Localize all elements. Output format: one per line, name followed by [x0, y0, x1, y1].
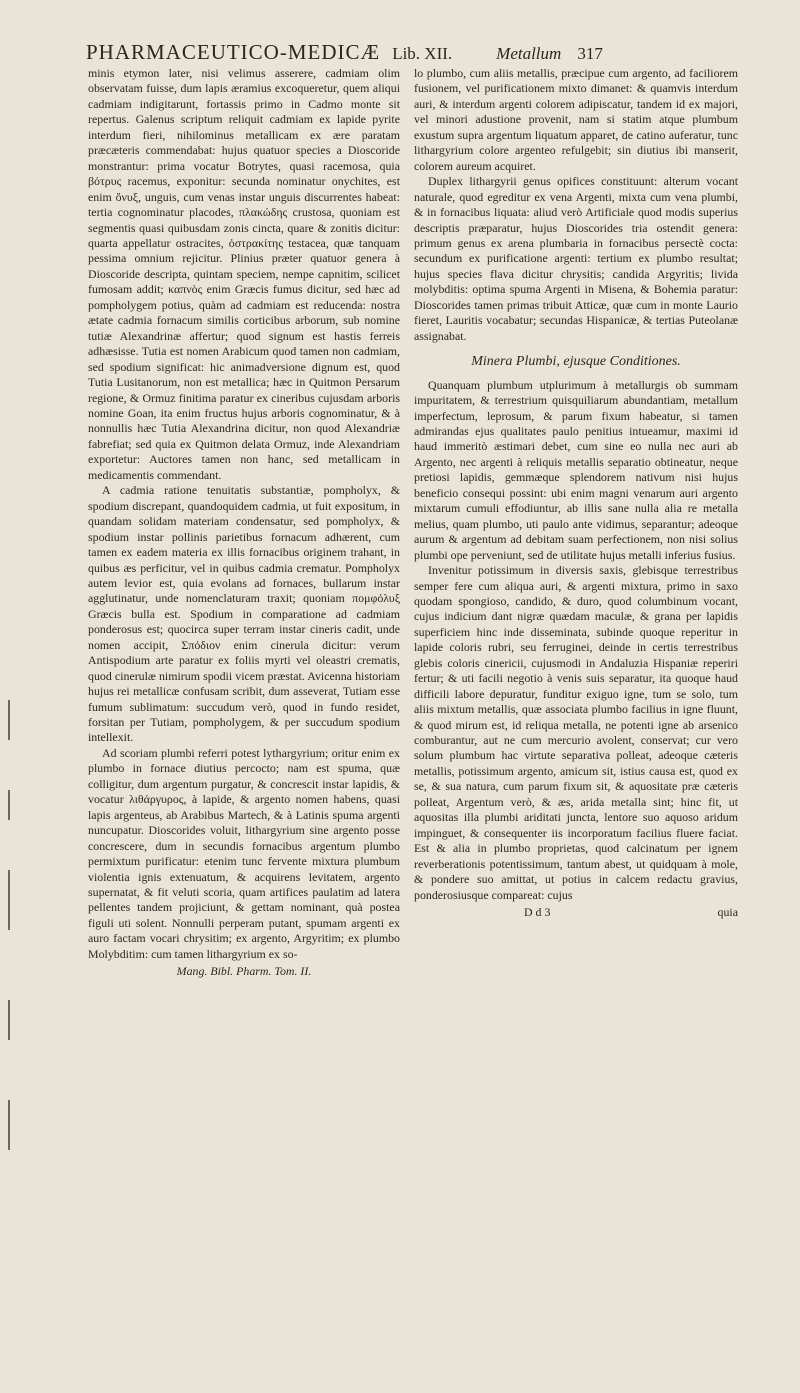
margin-ink-marks — [0, 700, 30, 1160]
left-column — [88, 66, 400, 980]
paragraph: Invenitur potissimum in diversis saxis, glebisque terrestribus semper fere cum aliqua auri, & argenti mixtura, primo in saxo quodam spongioso, candido, & duro, quod columbinum vocant, cujus indicium dant nigræ quædam maculæ, & grana per lapidis superficiem hinc inde disseminata, subinde quoque reperitur in lapide coloris rubri, seu ferruginei, deinde in certis terrestribus glebis coloris cinericii, cujusmodi in Andaluzia Hispaniæ reperiri fertur; & uti facili negotio à venis suis separatur, ita quoque haud difficili labore depuratur, funditur exiguo igne, tum se solo, tum aliis mixtum metallis, quæ associata plumbo facilius in igne fluunt, & quod mirum est, id reliqua metalla, ne potenti igne ab arsenico comburantur, aut ne cum mercurio avolent, conservat; cur vero solum plumbum hac virtute separativa polleat, adeoque cæteris metallis, potissimum argento, amicum sit, istius causa est, quod ex se, & sua natura, cum parum fixum sit, & aquositate præ cæteris polleat, Argentum verò, & æs, arida metalla sint; hinc fit, ut aquositas illa plumbi ariditati juncta, lentore suo aquoso aridum impinguet, & consequenter iis incorporatum facilius fluere faciat. Est & alia in plumbo proprietas, quod calcinatum per ignem reverberationis potentissimum, tantum abest, ut quidquam à mole, & pondere suo amittat, ut potius in calcem redactu gravius, ponderosiusque compareat: cujus — [414, 563, 738, 902]
page-number: 317 — [577, 44, 603, 63]
signature-mark: D d 3 — [524, 905, 551, 920]
paragraph: Duplex lithargyrii genus opifices constituunt: alterum vocant naturale, quod egreditur ex vena Argenti, mixta cum vena plumbi, & in fornacibus liquata: aliud verò Artificiale quod modis superius descriptis præparatur, hujus Dioscorides tria ostendit genera: primum genus ex arena plumbaria in fornacibus persectè cocta: secundum ex purificatione argenti: tertium ex plumbo resultat; hujus species flava dicitur chrysitis; candida Argyritis; livida molybditis: optima spuma Argenti in Misena, & Bohemia paratur: Dioscorides tamen primas tribuit Atticæ, quæ cum in monte Laurio fieret, Lauritis vocabatur; secundas Hispanicæ, & tertias Puteolanæ assignabat. — [414, 174, 738, 343]
right-column — [414, 66, 738, 920]
page-footer-right — [414, 905, 738, 920]
paragraph: minis etymon later, nisi velimus asserere, cadmiam olim observatam fuisse, dum lapis æramius excoqueretur, quem aliqui cadmiam indigitarunt, fortassis primo in Cadmo monte sit repertus. Galenus scriptum reliquit cadmiam ex lapide pyrite interdum fieri, nihilominus metallicam ex ære paratam præcæteris commendabat: hujus quatuor species a Dioscoride monstrantur: prima vocatur Botrytes, quasi racemosa, quia βότρυς racemus, exponitur: secunda nominatur onychites, est enim ὄνυξ, unguis, cum venas instar unguis discurrentes habeat: tertia cognominatur placodes, πλακώδης crustosa, quoniam est segmentis quasi quibusdam zonis cincta, quare & zonitis dicitur: quarta appellatur ostracites, ὀστρακίτης testacea, quæ tanquam pessima omnium rejicitur. Plinius præter quatuor genera à Dioscoride descripta, quintam speciem, nempe capnitim, scilicet fumosam addit; καπνὸς enim Græcis fumus dicitur, sed hæc ad pompholygem potius, quàm ad cadmiam est reducenda: nostra ætate cadmia fornacum similis corticibus arborum, sub nomine tutiæ Alexandrinæ affertur; quod signum est hastis ferreis adhæsisse. Tutia est nomen Arabicum quod tamen non cadmiam, sed spodium significat: hic animadversione dignum est, quod Tutia Lusitanorum, non est metallica; hæc in Quitmon Persarum regione, & Ormuz finitima paratur ex cineribus cujusdam arboris nomine Goan, ita enim fructus hujus arboris cognominatur, & à nonnullis hæc Tutia Alexandrina dicitur, non quod Alexandriæ fabrefiat; sed quia ex Quitmon delata Ormuz, inde Alexandriam exportetur: Auctores tamen non hanc, sed metallicam in medicamentis commendant. — [88, 66, 400, 482]
section-heading: Minera Plumbi, ejusque Conditiones. — [471, 354, 681, 370]
paragraph: lo plumbo, cum aliis metallis, præcipue cum argento, ad faciliorem fusionem, vel purificationem mixto dimanet: & quamvis interdum auri, & interdum argenti colorem adipiscatur, tandem id ex majori, vel minori adustione provenit, nam si statim atque plumbum exustum supra argentum liquatum apparet, de catino auferatur, tunc lithargyrium colore argenteo refulgebit; sin diutius ibi manserit, colorem aureum acquiret. — [414, 66, 738, 173]
paragraph: Ad scoriam plumbi referri potest lythargyrium; oritur enim ex plumbo in fornace diutius percocto; nam est spuma, quæ colligitur, dum argentum purgatur, & concrescit instar lapidis, & vocatur λιθάργυρος, à lapide, & argento nomen habens, quasi lapis argenteus, ab Arabibus Martech, & à Latinis spuma argenti nuncupatur. Dioscorides voluit, lithargyrium sine argento posse concrescere, dum in secundis fornacibus argentum plumbo permixtum purificatur: etenim tunc fervente mixtura plumbum violentia ignis extenuatum, & acquirens levitatem, argento supernatat, & fit veluti scoria, quam artifices paulatim ad latera pellentes tandem projiciunt, & gettam nominant, quà postea figuli uti solent. Nonnulli perperam putant, spumam argenti ex auro factam vocari chrysitim; ex argento, Argyritim; ex plumbo Molybditim: cum tamen lithargyrium ex so- — [88, 745, 400, 961]
paragraph: Quanquam plumbum utplurimum à metallurgis ob summam impuritatem, & terrestrium quisquiliarum abundantiam, metallum imperfectum, leprosum, & parum fixum habeatur, si tamen admirandas ejus qualitates paulo penitius intueamur, maximi id haud immeritò æstimari debet, cum sine eo nulla nec auri ab Argento, nec argenti à reliquis metallis separatio obtineatur, neque pretiosi lapidis, gemmæque splendorem nativum nisi hujus beneficio consequi possint: ubi enim magni venarum auri argento mixtarum cumuli effodiuntur, ab illis sane nulla alia re metalla melius, quam plumbo, uti paulo ante vidimus, separantur; adeoque aurum & argentum ad debitam suam perfectionem, non nisi solius plumbi ope perveniunt, sed de utilitate hujus metalli inferius fusius. — [414, 377, 738, 562]
paragraph: A cadmia ratione tenuitatis substantiæ, pompholyx, & spodium discrepant, quandoquidem cadmia, ut fuit expositum, in quandam solidam materiam condensatur, sed pompholyx, & spodium instar pollinis parietibus fornacum adhærent, cum tamen ex eadem materia ex illis fornacibus originem trahant, in quibus æs perficitur, vel in quibus cadmia crematur. Pompholyx autem levior est, quia evolans ad fornaces, bullarum instar agglutinatur, unde nomenclaturam traxit; quoniam πομφόλυξ Græcis bulla est. Spodium in comparatione ad cadmiam ponderosus est; quocirca super terram instar cineris cadit, unde nomen accipit, Σπόδιον enim cinerula dicitur: verum Antispodium arte paratur ex foliis myrti vel oleastri crematis, quod cinerulæ nimirum spodii vicem præstat. Avicenna historiam hujus rei metallicæ confusam scribit, dum asseverat, Tutiam esse fumum sublimatum: succudum verò, quod in fundo residet, forsitan per Tutiam, pompholygem, & per succudum spodium intellexit. — [88, 483, 400, 745]
page-footer: Mang. Bibl. Pharm. Tom. II. — [176, 964, 312, 979]
book-number: Lib. XII. — [392, 44, 453, 63]
section-title: Metallum — [496, 44, 562, 63]
running-header — [86, 40, 790, 68]
running-title: PHARMACEUTICO-MEDICÆ — [86, 40, 381, 64]
catchword: quia — [717, 905, 738, 920]
